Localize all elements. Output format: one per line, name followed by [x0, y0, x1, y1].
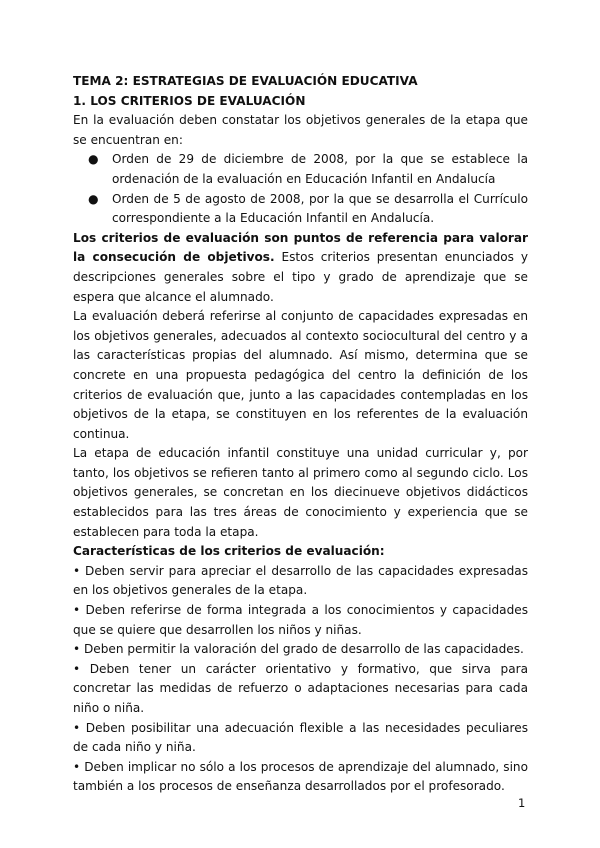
section-heading: 1. LOS CRITERIOS DE EVALUACIÓN — [73, 93, 306, 108]
document-body — [73, 72, 528, 797]
list-item-text: Orden de 29 de diciembre de 2008, por la que se establece la ordenación de la evaluación en Educación Infantil en Andalucía — [112, 152, 528, 186]
criteria-definition-rest: Estos criterios presentan enunciados y descripciones generales sobre el tipo y grado de aprendizaje que se espera que alcance el alumnado. — [73, 250, 528, 304]
intro-paragraph: En la evaluación deben constatar los objetivos generales de la etapa que se encuentran en: — [73, 113, 528, 147]
characteristics-list — [73, 562, 528, 797]
list-item-text: Orden de 5 de agosto de 2008, por la que se desarrolla el Currículo correspondiente a la Educación Infantil en Andalucía. — [112, 191, 528, 226]
document-title: TEMA 2: ESTRATEGIAS DE EVALUACIÓN EDUCATIVA — [73, 74, 418, 88]
bullet-icon: ● — [88, 152, 99, 167]
criteria-definition-paragraph — [73, 229, 528, 307]
legal-orders-list — [73, 150, 528, 228]
characteristic-item: • Deben permitir la valoración del grado de desarrollo de las capacidades. — [73, 642, 524, 657]
infant-stage-paragraph: La etapa de educación infantil constituye una unidad curricular y, por tanto, los objetivos se refieren tanto al primero como al segundo ciclo. Los objetivos generales, se concretan en los diecinueve objetivos didácticos establecidos para las tres áreas de conocimiento y experiencia que se establecen para toda la etapa. — [73, 446, 528, 539]
characteristic-item: • Deben referirse de forma integrada a los conocimientos y capacidades que se quiere que desarrollen los niños y niñas. — [73, 603, 528, 637]
list-item — [73, 190, 528, 229]
criteria-definition-bold: Los criterios de evaluación son puntos de referencia para valorar la consecución de objetivos. — [73, 230, 528, 265]
evaluation-paragraph: La evaluación deberá referirse al conjunto de capacidades expresadas en los objetivos generales, adecuados al contexto sociocultural del centro y a las características propias del alumnado. Así mismo, determina que se concrete en una propuesta pedagógica del centro la definición de los criterios de evaluación que, junto a las capacidades contempladas en los objetivos de la etapa, se constituyen en los referentes de la evaluación continua. — [73, 309, 528, 441]
page-number: 1 — [518, 796, 526, 810]
characteristic-item: • Deben tener un carácter orientativo y formativo, que sirva para concretar las medidas de refuerzo o adaptaciones necesarias para cada niño o niña. — [73, 661, 528, 715]
characteristic-item: • Deben implicar no sólo a los procesos de aprendizaje del alumnado, sino también a los procesos de enseñanza desarrollados por el profesorado. — [73, 759, 528, 794]
characteristic-item: • Deben posibilitar una adecuación flexible a las necesidades peculiares de cada niño y niña. — [73, 720, 528, 755]
characteristic-item: • Deben servir para apreciar el desarrollo de las capacidades expresadas en los objetivos generales de la etapa. — [73, 563, 528, 598]
characteristics-heading: Características de los criterios de evaluación: — [73, 544, 385, 559]
bullet-icon: ● — [88, 191, 99, 206]
list-item — [73, 150, 528, 189]
